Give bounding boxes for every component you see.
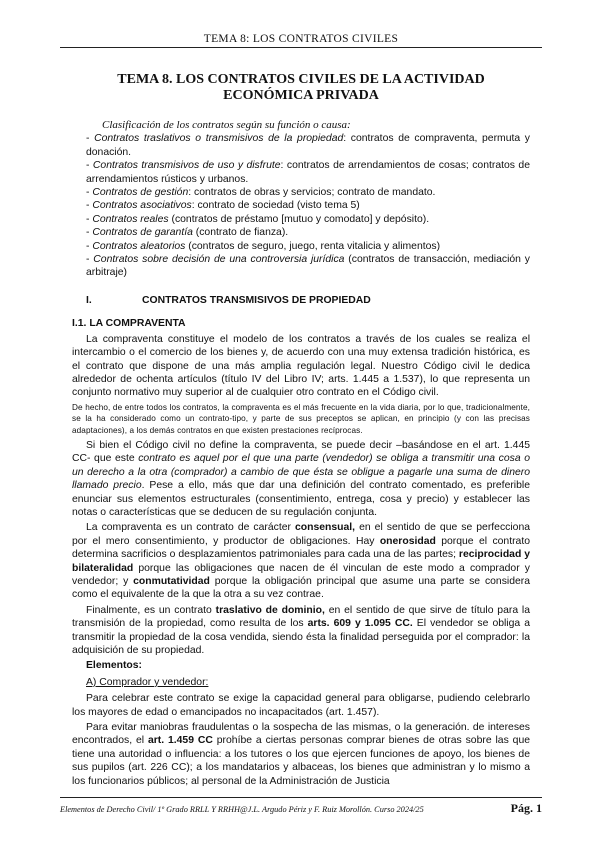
- list-item: - Contratos asociativos: contrato de sociedad (visto tema 5): [86, 200, 360, 212]
- list-item: - Contratos sobre decisión de una controversia jurídica (contratos de transacción, mediación y arbitraje): [86, 254, 530, 279]
- list-item: - Contratos aleatorios (contratos de seguro, juego, renta vitalicia y alimentos): [86, 240, 441, 252]
- paragraph-definition: Si bien el Código civil no define la compraventa, se puede decir –basándose en el art. 1.445 CC- que este contrato es aquel por el que una parte (vendedor) se obliga a transmitir una cosa o un derecho a la otra (comprador) a cambio de que ésta se obligue a pagarle una suma de dinero llamado precio. Pese a ello, más que dar una definición del contrato comentado, es preferible enunciar sus elementos estructurales (consentimiento, entrega, cosa y precio) y establecer las notas o características que se deducen de su regulación conjunta.: [72, 439, 530, 518]
- document-body: [72, 119, 530, 790]
- elements-subheading-a: A) Comprador y vendedor:: [86, 676, 209, 688]
- title-line-1: TEMA 8. LOS CONTRATOS CIVILES DE LA ACTIVIDAD: [117, 72, 485, 87]
- paragraph-characteristics: La compraventa es un contrato de carácter consensual, en el sentido de que se perfecciona por el mero consentimiento, y productor de obligaciones. Hay onerosidad porque el contrato determina sacrificios o desplazamientos patrimoniales para cada una de las partes; reciprocidad y bilateralidad porque las obligaciones que nacen de él vinculan de este modo a comprador y vendedor; y conmutatividad porque la obligación principal que asume una parte se considera como el equivalente de la que la otra a su vez contrae.: [72, 522, 531, 601]
- paragraph-note: De hecho, de entre todos los contratos, la compraventa es el más frecuente en la vida diaria, por lo que, tradicionalmente, se la ha considerado como un contrato-tipo, y parte de sus preceptos se aplican, en principio (y con las precisas adaptaciones), a los demás contratos en que existen prestaciones recíprocas.: [72, 402, 530, 435]
- running-header: TEMA 8: LOS CONTRATOS CIVILES: [203, 33, 399, 45]
- footer-text: Elementos de Derecho Civil/ 1º Grado RRLL Y RRHH@J.L. Argudo Périz y F. Ruiz Morollón. Curso 2024/25: [60, 805, 424, 814]
- header-rule: [60, 47, 542, 48]
- elements-heading: Elementos:: [86, 660, 143, 672]
- paragraph-prohibitions: Para evitar maniobras fraudulentas o la sospecha de las mismas, o la generación. de intereses encontrados, el art. 1.459 CC prohíbe a ciertas personas comprar bienes de otras sobre las que tiene una autoridad o influencia: a los tutores o los que ejercen funciones de apoyo, los bienes de sus pupilos (art. 226 CC); a los mandatarios y albaceas, los bienes que administran y lo mismo a los funcionarios públicos; al personal de la Administración de Justicia: [72, 722, 530, 787]
- paragraph-traslativo: Finalmente, es un contrato traslativo de dominio, en el sentido de que sirve de título para la transmisión de la propiedad, como resulta de los arts. 609 y 1.095 CC. El vendedor se obliga a transmitir la propiedad de la cosa vendida, siendo ésta la finalidad perseguida por el comprador: la adquisición de su propiedad.: [72, 604, 530, 657]
- subsection-heading: I.1. LA COMPRAVENTA: [72, 318, 186, 330]
- classification-heading: Clasificación de los contratos según su función o causa:: [102, 119, 351, 131]
- list-item: - Contratos reales (contratos de préstamo [mutuo y comodato] y depósito).: [86, 213, 430, 225]
- title-line-2: ECONÓMICA PRIVADA: [223, 88, 379, 103]
- paragraph-capacity: Para celebrar este contrato se exige la capacidad general para obligarse, pudiendo celebrarlo los mayores de edad o emancipados no incapacitados (art. 1.457).: [72, 693, 530, 718]
- footer-rule: [60, 797, 542, 798]
- classification-list: [72, 132, 530, 279]
- section-heading: I. CONTRATOS TRANSMISIVOS DE PROPIEDAD: [86, 294, 371, 306]
- page-number: Pág. 1: [510, 801, 542, 815]
- paragraph-intro: La compraventa constituye el modelo de los contratos a través de los cuales se realiza el intercambio o el comercio de los bienes y, de acuerdo con una muy extensa tradición histórica, es el contrato que dispone de una más amplia regulación legal. Nuestro Código civil le dedica alrededor de ochenta artículos (título IV del Libro IV; arts. 1.445 a 1.537), lo que representa un conjunto normativo muy superior al de cualquier otro contrato en el Código civil.: [72, 333, 530, 399]
- document-title: [70, 72, 532, 104]
- list-item: - Contratos transmisivos de uso y disfrute: contratos de arrendamientos de cosas; contratos de arrendamientos rústicos y urbanos.: [86, 160, 530, 185]
- list-item: - Contratos traslativos o transmisivos de la propiedad: contratos de compraventa, permuta y donación.: [86, 133, 530, 158]
- list-item: - Contratos de garantía (contrato de fianza).: [86, 227, 289, 239]
- list-item: - Contratos de gestión: contratos de obras y servicios; contrato de mandato.: [86, 187, 436, 199]
